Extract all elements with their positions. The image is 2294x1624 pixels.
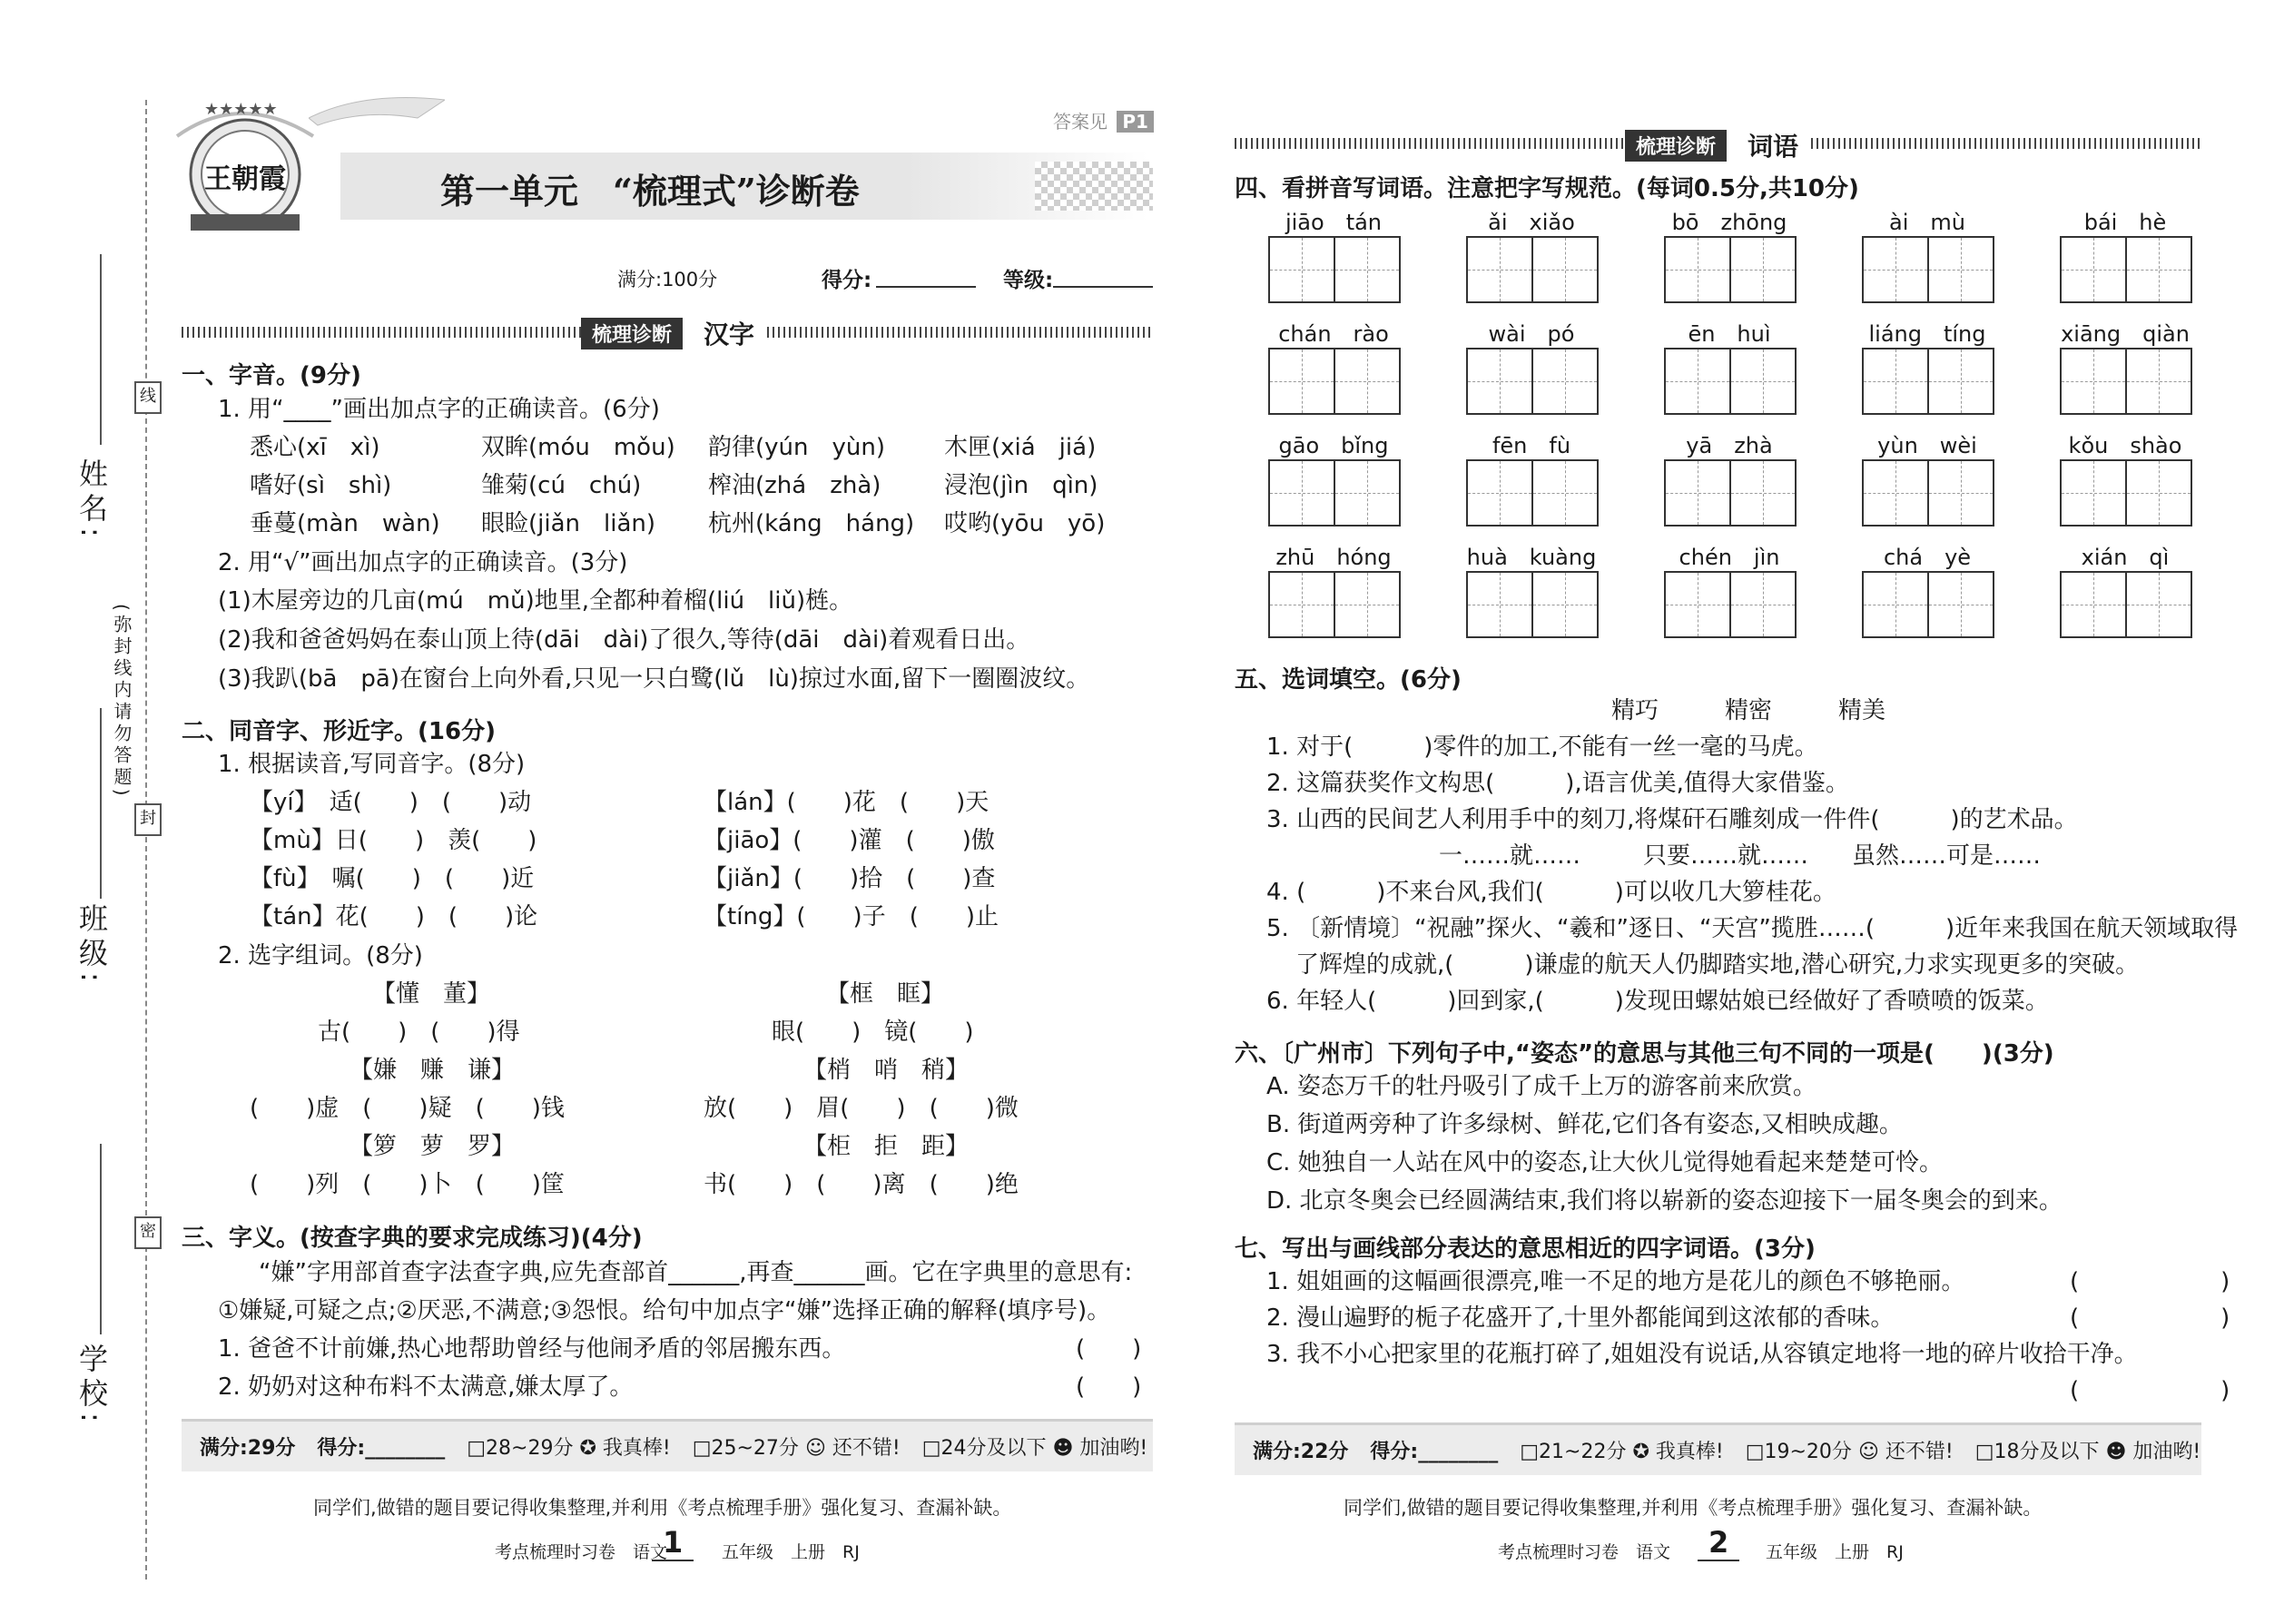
pinyin-label: zhū hóng (1275, 545, 1392, 570)
writing-box[interactable] (2060, 571, 2127, 638)
score-option[interactable] (922, 1432, 1148, 1461)
writing-box[interactable] (1729, 459, 1797, 527)
score-option[interactable] (467, 1432, 670, 1461)
pinyin-label: gāo bǐng (1278, 433, 1389, 458)
writing-box[interactable] (2060, 348, 2127, 415)
answer-ref (1053, 107, 1154, 133)
writing-box[interactable] (1334, 571, 1401, 638)
writing-box[interactable] (1862, 348, 1929, 415)
q1-1-item[interactable]: 悉心(xī xì) (250, 434, 380, 461)
section-title: 词语 (1748, 132, 1799, 162)
pinyin-label: chá yè (1883, 545, 1972, 570)
writing-box[interactable] (1268, 459, 1335, 527)
checker-decoration (1035, 162, 1153, 211)
cheer-face-icon: ☻ (2105, 1441, 2127, 1463)
score-bar (182, 1419, 1153, 1471)
section-divider-right (767, 327, 1153, 338)
q2-1-row[interactable]: 【lán】( )花 ( )天 (704, 789, 989, 816)
section-divider-right (1811, 138, 2201, 149)
section-divider-left (182, 327, 581, 338)
footer-left: 考点梳理时习卷 语文 (1498, 1542, 1671, 1562)
writing-box[interactable] (1862, 236, 1929, 303)
q6-option[interactable]: A. 姿态万千的牡丹吸引了成千上万的游客前来欣赏。 (1266, 1073, 1816, 1100)
pinyin-label: xiāng qiàn (2061, 321, 2190, 347)
q2-2-prompt: 2. 选字组词。(8分) (218, 942, 423, 969)
q6-option[interactable]: D. 北京冬奥会已经圆满结束,我们将以崭新的姿态迎接下一届冬奥会的到来。 (1266, 1187, 2063, 1215)
q5-word-choice: 一……就…… (1439, 842, 1581, 870)
pinyin-label: jiāo tán (1285, 210, 1383, 235)
pinyin-label: liáng tíng (1868, 321, 1986, 347)
footnote: 同学们,做错的题目要记得收集整理,并利用《考点梳理手册》强化复习、查漏补缺。 (1344, 1497, 2043, 1519)
q5-word-choice: 精巧 (1611, 697, 1659, 724)
q2-1-prompt: 1. 根据读音,写同音字。(8分) (218, 751, 526, 778)
score-option-range: □18分及以下 (1974, 1441, 2100, 1463)
pinyin-label: ǎi xiǎo (1488, 210, 1575, 235)
pinyin-label: yā zhà (1686, 433, 1773, 458)
q2-1-row[interactable]: 【jiǎn】( )拾 ( )查 (704, 865, 996, 892)
q3-item: 2. 奶奶对这种布料不太满意,嫌太厚了。 (218, 1373, 634, 1401)
star-face-icon: ✪ (1632, 1441, 1649, 1463)
score-option[interactable] (693, 1432, 901, 1461)
q1-2-prompt: 2. 用“√”画出加点字的正确读音。(3分) (218, 549, 628, 576)
q5-word-choice: 只要……就…… (1643, 842, 1809, 870)
q6-option[interactable]: C. 她独自一人站在风中的姿态,让大伙儿觉得她看起来楚楚可怜。 (1266, 1149, 1943, 1176)
writing-box[interactable] (1268, 348, 1335, 415)
grade-label: 等级: (1003, 269, 1054, 292)
writing-box[interactable] (1729, 236, 1797, 303)
writing-box[interactable] (1927, 348, 1994, 415)
q5-word-choice: 精密 (1725, 697, 1773, 724)
q6-option[interactable]: B. 街道两旁种了许多绿树、鲜花,它们各有姿态,又相映成趣。 (1266, 1111, 1903, 1138)
score-field[interactable] (876, 286, 976, 288)
q1-2-sentence[interactable]: (2)我和爸爸妈妈在泰山顶上待(dāi dài)了很久,等待(dāi dài)着观看日出。 (218, 626, 1030, 654)
q3-text[interactable]: “嫌”字用部首查字法查字典,应先查部首______,再查______画。它在字典里的意思有: (259, 1259, 1133, 1286)
writing-box[interactable] (1664, 571, 1731, 638)
q2-2-line[interactable]: 眼( ) 镜( ) (772, 1019, 974, 1046)
score-label: 得分: (822, 269, 872, 292)
writing-box[interactable] (1466, 348, 1533, 415)
writing-box[interactable] (2125, 571, 2192, 638)
q3-answer-box[interactable]: ( ) (1076, 1335, 1142, 1363)
writing-box[interactable] (1531, 459, 1599, 527)
writing-box[interactable] (1466, 459, 1533, 527)
score-bar-full: 满分:29分 (200, 1437, 296, 1460)
brand-name: 王朝霞 (204, 163, 286, 195)
q6-title[interactable]: 六、〔广州市〕下列句子中,“姿态”的意思与其他三句不同的一项是( )(3分) (1235, 1040, 2054, 1068)
writing-box[interactable] (2125, 459, 2192, 527)
writing-box[interactable] (1531, 236, 1599, 303)
q5-word-choice: 精美 (1838, 697, 1886, 724)
q5-word-choice: 虽然……可是…… (1852, 842, 2042, 870)
score-option-msg: 还不错! (1885, 1441, 1954, 1463)
writing-box[interactable] (1268, 571, 1335, 638)
score-option-msg: 还不错! (832, 1437, 901, 1460)
q1-1-item[interactable]: 木匣(xiá jiá) (944, 434, 1097, 461)
score-bar (1235, 1422, 2201, 1475)
class-label: 班级: (74, 903, 109, 988)
footer-left: 考点梳理时习卷 语文 (495, 1542, 668, 1562)
answer-ref-label: 答案见 (1053, 111, 1108, 133)
q5-item[interactable]: 1. 对于( )零件的加工,不能有一丝一毫的马虎。 (1266, 733, 1818, 761)
q2-2-line[interactable]: ( )列 ( )卜 ( )筐 (250, 1171, 565, 1198)
smile-face-icon: ☺ (804, 1437, 826, 1460)
binding-line (145, 100, 147, 1580)
svg-text:★★★★★: ★★★★★ (204, 100, 278, 119)
q2-2-line[interactable]: ( )虚 ( )疑 ( )钱 (250, 1095, 565, 1122)
binding-mark-line: 线 (134, 381, 162, 414)
q5-item[interactable]: 4. ( )不来台风,我们( )可以收几大箩桂花。 (1266, 879, 1836, 906)
writing-box[interactable] (1664, 236, 1731, 303)
writing-box[interactable] (1729, 571, 1797, 638)
writing-box[interactable] (1664, 348, 1731, 415)
score-option-msg: 我真棒! (1655, 1441, 1724, 1463)
seal-note: (弥封线内请勿答题) (111, 604, 133, 800)
q1-1-item[interactable]: 双眸(móu mǒu) (481, 434, 675, 461)
q5-item[interactable]: 5. 〔新情境〕“祝融”探火、“羲和”逐日、“天宫”揽胜……( )近年来我国在航天领域取得 (1266, 915, 2239, 942)
pinyin-label: wài pó (1488, 321, 1575, 347)
writing-box[interactable] (1334, 459, 1401, 527)
writing-box[interactable] (1862, 459, 1929, 527)
answer-ref-page[interactable]: P1 (1117, 111, 1154, 133)
footer-right: 五年级 上册 RJ (1766, 1542, 1904, 1562)
score-option-range: □25~27分 (692, 1437, 799, 1460)
score-option-msg: 加油哟! (1079, 1437, 1148, 1460)
q2-2-line[interactable]: 古( ) ( )得 (318, 1019, 520, 1046)
q1-2-sentence[interactable]: (3)我趴(bā pā)在窗台上向外看,只见一只白鹭(lǔ lù)掠过水面,留下一圈圈波纹。 (218, 665, 1090, 693)
class-line[interactable] (100, 708, 102, 899)
q7-answer-box[interactable]: ( ) (2070, 1377, 2230, 1404)
q7-answer-box[interactable]: ( ) (2070, 1268, 2230, 1295)
writing-box[interactable] (1729, 348, 1797, 415)
score-option-range: □19~20分 (1745, 1441, 1852, 1463)
q2-1-row[interactable]: 【mù】日( ) 羡( ) (250, 827, 537, 854)
page-number: 2 (1698, 1525, 1739, 1561)
writing-box[interactable] (2125, 348, 2192, 415)
score-option-msg: 我真棒! (602, 1437, 671, 1460)
q2-2-head: 【嫌 赚 谦】 (350, 1057, 516, 1084)
q2-2-head: 【柜 拒 距】 (803, 1133, 970, 1160)
star-face-icon: ✪ (579, 1437, 596, 1460)
pinyin-label: xián qì (2081, 545, 2170, 570)
q1-1-item[interactable]: 眼睑(jiǎn liǎn) (481, 510, 656, 537)
q2-1-row[interactable]: 【fù】 嘱( ) ( )近 (250, 865, 535, 892)
writing-box[interactable] (1531, 348, 1599, 415)
school-label: 学校: (74, 1343, 109, 1428)
q3-text: ①嫌疑,可疑之点;②厌恶,不满意;③怨恨。给句中加点字“嫌”选择正确的解释(填序号)。 (218, 1297, 1111, 1324)
q5-title: 五、选词填空。(6分) (1235, 666, 1462, 694)
pinyin-label: ēn huì (1688, 321, 1771, 347)
score-option-range: □21~22分 (1520, 1441, 1627, 1463)
score-option[interactable] (1746, 1436, 1954, 1464)
score-bar-full: 满分:22分 (1253, 1441, 1349, 1463)
writing-box[interactable] (1334, 236, 1401, 303)
q2-2-line[interactable]: 放( ) 眉( ) ( )微 (704, 1095, 1019, 1122)
page-number: 1 (652, 1525, 694, 1561)
q2-2-head: 【懂 董】 (372, 980, 491, 1008)
pinyin-label: chén jìn (1679, 545, 1780, 570)
writing-box[interactable] (1466, 236, 1533, 303)
q5-item[interactable]: 3. 山西的民间艺人利用手中的刻刀,将煤矸石雕刻成一件件( )的艺术品。 (1266, 806, 2078, 833)
q3-answer-box[interactable]: ( ) (1076, 1373, 1142, 1401)
q1-1-item[interactable]: 浸泡(jìn qìn) (944, 472, 1098, 499)
writing-box[interactable] (2060, 459, 2127, 527)
q2-1-row[interactable]: 【tíng】( )子 ( )止 (704, 903, 999, 930)
q2-1-row[interactable]: 【tán】花( ) ( )论 (250, 903, 538, 930)
q7-item: 1. 姐姐画的这幅画很漂亮,唯一不足的地方是花儿的颜色不够艳丽。 (1266, 1268, 1965, 1295)
binding-mark-seal: 封 (134, 803, 162, 836)
q2-2-head: 【框 眶】 (826, 980, 945, 1008)
q3-title: 三、字义。(按查字典的要求完成练习)(4分) (182, 1225, 643, 1252)
writing-box[interactable] (1334, 348, 1401, 415)
q5-item[interactable]: 6. 年轻人( )回到家,( )发现田螺姑娘已经做好了香喷喷的饭菜。 (1266, 988, 2049, 1015)
q1-1-item[interactable]: 哎哟(yōu yō) (944, 510, 1106, 537)
q1-1-item[interactable]: 杭州(káng háng) (708, 510, 915, 537)
pinyin-label: kǒu shào (2068, 433, 2182, 458)
score-option[interactable] (1975, 1436, 2201, 1464)
school-line[interactable] (100, 1144, 102, 1334)
q2-1-row[interactable]: 【jiāo】( )灌 ( )傲 (704, 827, 995, 854)
score-bar-got[interactable]: 得分:________ (1370, 1441, 1499, 1463)
score-option-range: □24分及以下 (921, 1437, 1047, 1460)
q2-2-line[interactable]: 书( ) ( )离 ( )绝 (704, 1171, 1019, 1198)
section-tag: 梳理诊断 (1625, 130, 1727, 162)
q1-1-item[interactable]: 雏菊(cú chú) (481, 472, 642, 499)
writing-box[interactable] (1862, 571, 1929, 638)
cheer-face-icon: ☻ (1052, 1437, 1074, 1460)
section-tag: 梳理诊断 (581, 318, 683, 349)
q4-title: 四、看拼音写词语。注意把字写规范。(每词0.5分,共10分) (1235, 175, 1859, 202)
q7-item: 3. 我不小心把家里的花瓶打碎了,姐姐没有说话,从容镇定地将一地的碎片收拾干净。 (1266, 1341, 2138, 1368)
q5-item[interactable]: 2. 这篇获奖作文构思( ),语言优美,值得大家借鉴。 (1266, 770, 1849, 797)
ribbon-decoration (309, 91, 445, 127)
q1-1-item[interactable]: 嗜好(sì shì) (250, 472, 392, 499)
name-label: 姓名: (74, 458, 109, 543)
q1-title: 一、字音。(9分) (182, 362, 361, 389)
writing-box[interactable] (1268, 236, 1335, 303)
binding-mark-secret: 密 (134, 1216, 162, 1249)
q7-item: 2. 漫山遍野的栀子花盛开了,十里外都能闻到这浓郁的香味。 (1266, 1304, 1895, 1332)
score-option-msg: 加油哟! (2132, 1441, 2201, 1463)
section-title: 汉字 (704, 320, 755, 349)
footnote: 同学们,做错的题目要记得收集整理,并利用《考点梳理手册》强化复习、查漏补缺。 (313, 1497, 1012, 1519)
pinyin-label: bái hè (2083, 210, 2167, 235)
q7-answer-box[interactable]: ( ) (2070, 1304, 2230, 1332)
q1-1-item[interactable]: 榨油(zhá zhà) (708, 472, 881, 499)
section-divider-left (1235, 138, 1625, 149)
pinyin-label: ài mù (1889, 210, 1965, 235)
q3-item: 1. 爸爸不计前嫌,热心地帮助曾经与他闹矛盾的邻居搬东西。 (218, 1335, 846, 1363)
page-title: 第一单元 “梳理式”诊断卷 (440, 171, 860, 212)
q5-item[interactable]: 了辉煌的成就,( )谦虚的航天人仍脚踏实地,潜心研究,力求实现更多的突破。 (1295, 951, 2140, 979)
full-score: 满分:100分 (617, 269, 718, 290)
score-option[interactable] (1520, 1436, 1723, 1464)
writing-box[interactable] (1927, 236, 1994, 303)
q1-1-prompt: 1. 用“____”画出加点字的正确读音。(6分) (218, 396, 660, 423)
smile-face-icon: ☺ (1857, 1441, 1879, 1463)
q2-2-head: 【箩 萝 罗】 (350, 1133, 516, 1160)
footer-right: 五年级 上册 RJ (722, 1542, 860, 1562)
pinyin-label: chán rào (1278, 321, 1389, 347)
q2-2-head: 【梢 哨 稍】 (803, 1057, 970, 1084)
pinyin-label: bō zhōng (1671, 210, 1787, 235)
score-option-range: □28~29分 (467, 1437, 574, 1460)
pinyin-label: yùn wèi (1877, 433, 1977, 458)
q1-1-item[interactable]: 韵律(yún yùn) (708, 434, 885, 461)
q2-title: 二、同音字、形近字。(16分) (182, 718, 496, 745)
writing-box[interactable] (1664, 459, 1731, 527)
pinyin-label: fēn fù (1492, 433, 1571, 458)
pinyin-label: huà kuàng (1466, 545, 1597, 570)
writing-box[interactable] (2060, 236, 2127, 303)
brand-logo (168, 100, 322, 236)
score-bar-got[interactable]: 得分:________ (317, 1437, 446, 1460)
writing-box[interactable] (1927, 459, 1994, 527)
writing-box[interactable] (1927, 571, 1994, 638)
grade-field[interactable] (1053, 286, 1153, 288)
q7-title: 七、写出与画线部分表达的意思相近的四字词语。(3分) (1235, 1235, 1816, 1263)
q1-2-sentence[interactable]: (1)木屋旁边的几亩(mú mǔ)地里,全都种着榴(liú liǔ)梿。 (218, 587, 853, 615)
q2-1-row[interactable]: 【yí】 适( ) ( )动 (250, 789, 532, 816)
name-line[interactable] (100, 254, 102, 445)
writing-box[interactable] (1531, 571, 1599, 638)
q1-1-item[interactable]: 垂蔓(màn wàn) (250, 510, 440, 537)
writing-box[interactable] (1466, 571, 1533, 638)
writing-box[interactable] (2125, 236, 2192, 303)
